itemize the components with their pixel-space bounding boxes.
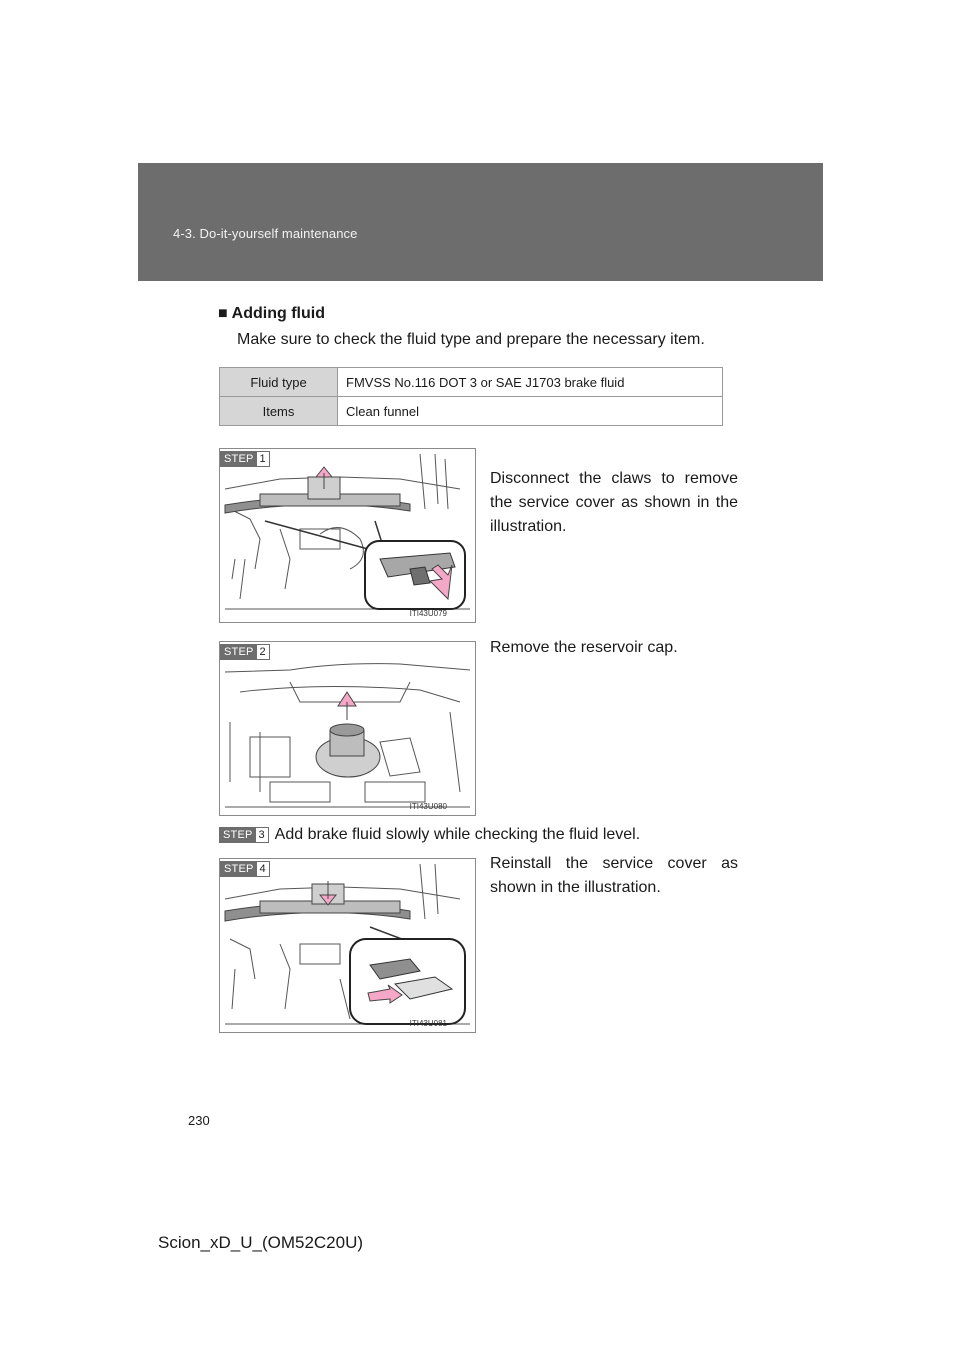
table-row bbox=[220, 368, 723, 397]
section-title: 4-3. Do-it-yourself maintenance bbox=[173, 226, 358, 241]
engine-cover-removal-drawing bbox=[220, 449, 475, 622]
step-badge: STEP 4 bbox=[220, 861, 270, 877]
header-bar bbox=[138, 163, 823, 281]
footer-model-code: Scion_xD_U_(OM52C20U) bbox=[158, 1233, 364, 1252]
figure-code: ITI43U079 bbox=[409, 609, 447, 618]
subsection-heading bbox=[218, 305, 325, 323]
square-bullet-icon: ■ bbox=[218, 305, 228, 322]
table-row bbox=[220, 397, 723, 426]
step-3 bbox=[219, 826, 640, 844]
intro-text: Make sure to check the fluid type and prepare the necessary item. bbox=[237, 331, 705, 348]
step-4-illustration bbox=[219, 858, 476, 1033]
reservoir-cap-drawing bbox=[220, 642, 475, 815]
step-badge: STEP 1 bbox=[220, 451, 270, 467]
step-3-text: Add brake fluid slowly while checking the fluid level. bbox=[274, 826, 641, 843]
table-value: Clean funnel bbox=[338, 397, 723, 426]
table-key: Fluid type bbox=[220, 368, 338, 397]
table-key: Items bbox=[220, 397, 338, 426]
step-2-illustration bbox=[219, 641, 476, 816]
step-badge: STEP 2 bbox=[220, 644, 270, 660]
figure-code: ITI43U080 bbox=[409, 802, 447, 811]
fluid-spec-table bbox=[219, 367, 723, 426]
page-number: 230 bbox=[188, 1113, 210, 1128]
step-2-text: Remove the reservoir cap. bbox=[490, 639, 678, 656]
cover-reinstall-drawing bbox=[220, 859, 475, 1032]
step-1-text: Disconnect the claws to remove the service cover as shown in the illustration. bbox=[490, 470, 738, 535]
step-4-text: Reinstall the service cover as shown in the illustration. bbox=[490, 855, 738, 896]
heading-title: Adding fluid bbox=[231, 305, 325, 322]
figure-code: ITI43U081 bbox=[409, 1019, 447, 1028]
step-1-illustration bbox=[219, 448, 476, 623]
table-value: FMVSS No.116 DOT 3 or SAE J1703 brake fluid bbox=[338, 368, 723, 397]
step-badge: STEP 3 bbox=[219, 827, 269, 843]
